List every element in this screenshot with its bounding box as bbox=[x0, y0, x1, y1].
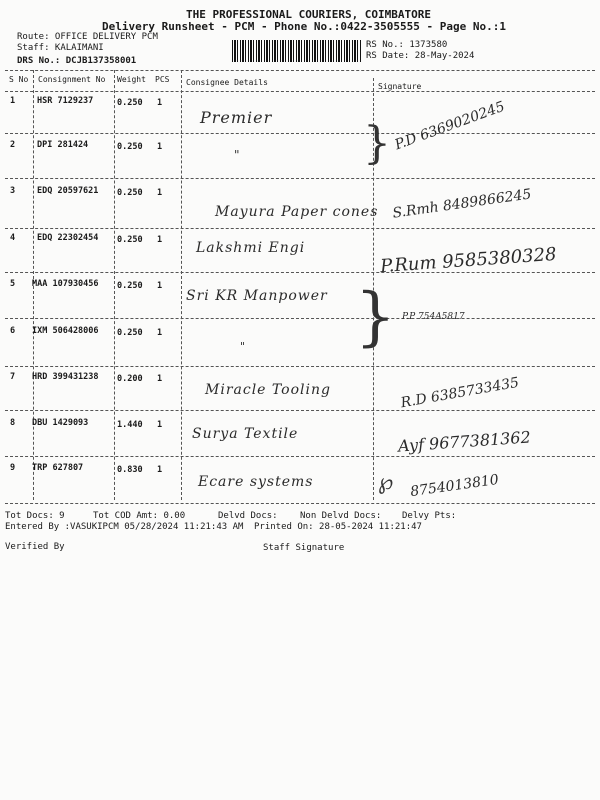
row-5-sno: 5 bbox=[10, 279, 16, 289]
row-6-signature: P.P 754A5817 bbox=[402, 312, 465, 322]
row-8-weight: 1.440 bbox=[117, 420, 143, 430]
divider bbox=[5, 70, 595, 71]
barcode bbox=[232, 40, 362, 62]
col-sno: S No bbox=[9, 75, 29, 84]
rs-date: RS Date: 28-May-2024 bbox=[366, 51, 475, 61]
staff-label: Staff: KALAIMANI bbox=[17, 43, 104, 53]
row-6-consignment: IXM 506428006 bbox=[32, 326, 99, 336]
row-divider bbox=[5, 178, 595, 179]
row-2-pcs: 1 bbox=[157, 142, 163, 152]
bracket-mark: } bbox=[363, 118, 391, 169]
row-3-pcs: 1 bbox=[157, 188, 163, 198]
row-6-pcs: 1 bbox=[157, 328, 163, 338]
row-1-consignee: Premier bbox=[200, 108, 273, 127]
row-8-signature: Ayf 9677381362 bbox=[397, 427, 532, 456]
row-divider bbox=[5, 456, 595, 457]
row-5-consignment: MAA 107930456 bbox=[32, 279, 99, 289]
row-5-weight: 0.250 bbox=[117, 281, 143, 291]
row-1-signature: P.D 6369020245 bbox=[392, 98, 508, 154]
row-6-consignee: " bbox=[240, 340, 247, 353]
row-divider bbox=[5, 228, 595, 229]
row-7-consignee: Miracle Tooling bbox=[205, 382, 331, 398]
row-8-consignee: Surya Textile bbox=[192, 426, 299, 442]
entered-by: Entered By :VASUKIPCM 05/28/2024 11:21:43 AM bbox=[5, 522, 244, 532]
row-3-consignee: Mayura Paper cones bbox=[215, 204, 379, 220]
drs-number: DRS No.: DCJB137358001 bbox=[17, 56, 137, 66]
company-title: THE PROFESSIONAL COURIERS, COIMBATORE bbox=[186, 8, 432, 21]
row-7-sno: 7 bbox=[10, 372, 16, 382]
col-pcs: PCS bbox=[155, 75, 170, 84]
row-4-weight: 0.250 bbox=[117, 235, 143, 245]
col-weight: Weight bbox=[117, 75, 146, 84]
row-2-sno: 2 bbox=[10, 140, 16, 150]
row-2-consignee: " bbox=[234, 148, 241, 162]
row-7-signature: R.D 6385733435 bbox=[399, 374, 521, 412]
row-4-pcs: 1 bbox=[157, 235, 163, 245]
row-3-sno: 3 bbox=[10, 186, 16, 196]
row-9-consignee: Ecare systems bbox=[198, 474, 314, 490]
row-4-consignee: Lakshmi Engi bbox=[196, 240, 306, 256]
signature-scribble: ℘ bbox=[378, 470, 394, 495]
row-8-consignment: DBU 1429093 bbox=[32, 418, 89, 428]
row-1-consignment: HSR 7129237 bbox=[37, 96, 94, 106]
row-7-pcs: 1 bbox=[157, 374, 163, 384]
col-signature: Signature bbox=[378, 82, 422, 91]
row-4-sno: 4 bbox=[10, 233, 16, 243]
row-9-sno: 9 bbox=[10, 463, 16, 473]
row-2-consignment: DPI 281424 bbox=[37, 140, 89, 150]
row-1-sno: 1 bbox=[10, 96, 16, 106]
route-label: Route: OFFICE DELIVERY PCM bbox=[17, 32, 158, 42]
row-4-signature: P.Rum 9585380328 bbox=[379, 243, 558, 278]
runsheet-subtitle: Delivery Runsheet - PCM - Phone No.:0422-3505555 - Page No.:1 bbox=[102, 20, 506, 33]
row-5-pcs: 1 bbox=[157, 281, 163, 291]
row-2-weight: 0.250 bbox=[117, 142, 143, 152]
row-6-weight: 0.250 bbox=[117, 328, 143, 338]
row-1-pcs: 1 bbox=[157, 98, 163, 108]
col-consignee: Consignee Details bbox=[186, 78, 268, 87]
row-3-weight: 0.250 bbox=[117, 188, 143, 198]
row-9-signature: 8754013810 bbox=[409, 471, 500, 501]
row-8-sno: 8 bbox=[10, 418, 16, 428]
col-consignment: Consignment No bbox=[38, 75, 106, 84]
row-1-weight: 0.250 bbox=[117, 98, 143, 108]
row-9-weight: 0.830 bbox=[117, 465, 143, 475]
row-9-consignment: TRP 627807 bbox=[32, 463, 84, 473]
non-delivered-docs: Non Delvd Docs: bbox=[300, 511, 382, 521]
printed-on: Printed On: 28-05-2024 11:21:47 bbox=[254, 522, 422, 532]
row-4-consignment: EDQ 22302454 bbox=[37, 233, 99, 243]
row-divider bbox=[5, 272, 595, 273]
column-line bbox=[114, 70, 115, 500]
divider bbox=[5, 91, 595, 92]
staff-signature: Staff Signature bbox=[263, 543, 345, 553]
bracket-mark: } bbox=[355, 280, 396, 354]
row-3-signature: S.Rmh 8489866245 bbox=[391, 186, 533, 222]
row-6-sno: 6 bbox=[10, 326, 16, 336]
row-9-pcs: 1 bbox=[157, 465, 163, 475]
delivery-points: Delvy Pts: bbox=[402, 511, 457, 521]
total-docs: Tot Docs: 9 bbox=[5, 511, 65, 521]
row-7-weight: 0.200 bbox=[117, 374, 143, 384]
row-divider bbox=[5, 318, 595, 319]
row-divider bbox=[5, 503, 595, 504]
row-8-pcs: 1 bbox=[157, 420, 163, 430]
row-divider bbox=[5, 133, 595, 134]
row-7-consignment: HRD 399431238 bbox=[32, 372, 99, 382]
rs-number: RS No.: 1373580 bbox=[366, 40, 448, 50]
delivered-docs: Delvd Docs: bbox=[218, 511, 278, 521]
column-line bbox=[181, 70, 182, 500]
row-3-consignment: EDQ 20597621 bbox=[37, 186, 99, 196]
row-divider bbox=[5, 410, 595, 411]
row-5-consignee: Sri KR Manpower bbox=[186, 288, 328, 304]
verified-by: Verified By bbox=[5, 542, 65, 552]
row-divider bbox=[5, 366, 595, 367]
total-cod: Tot COD Amt: 0.00 bbox=[93, 511, 186, 521]
